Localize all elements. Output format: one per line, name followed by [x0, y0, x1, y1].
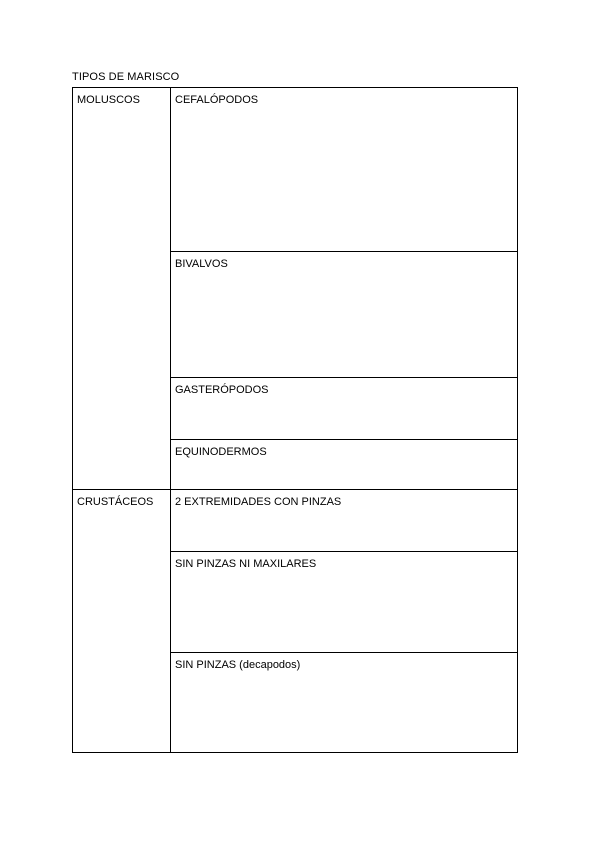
group-label-crustaceos: CRUSTÁCEOS [77, 496, 154, 508]
subtype-sin-pinzas-decapodos: SIN PINZAS (decapodos) [175, 659, 301, 671]
row-divider [170, 377, 518, 378]
page-title: TIPOS DE MARISCO [72, 71, 180, 83]
group-divider [72, 489, 518, 490]
subtype-gasteropodos: GASTERÓPODOS [175, 384, 269, 396]
row-divider [170, 551, 518, 552]
subtype-equinodermos: EQUINODERMOS [175, 446, 267, 458]
row-divider [170, 652, 518, 653]
row-divider [170, 251, 518, 252]
row-divider [170, 439, 518, 440]
subtype-cefalopodos: CEFALÓPODOS [175, 94, 259, 106]
group-label-moluscos: MOLUSCOS [77, 94, 140, 106]
subtype-2-extremidades: 2 EXTREMIDADES CON PINZAS [175, 496, 342, 508]
subtype-sin-pinzas-ni-maxilares: SIN PINZAS NI MAXILARES [175, 558, 317, 570]
subtype-bivalvos: BIVALVOS [175, 258, 228, 270]
column-divider [170, 87, 171, 753]
marisco-table [72, 87, 518, 753]
